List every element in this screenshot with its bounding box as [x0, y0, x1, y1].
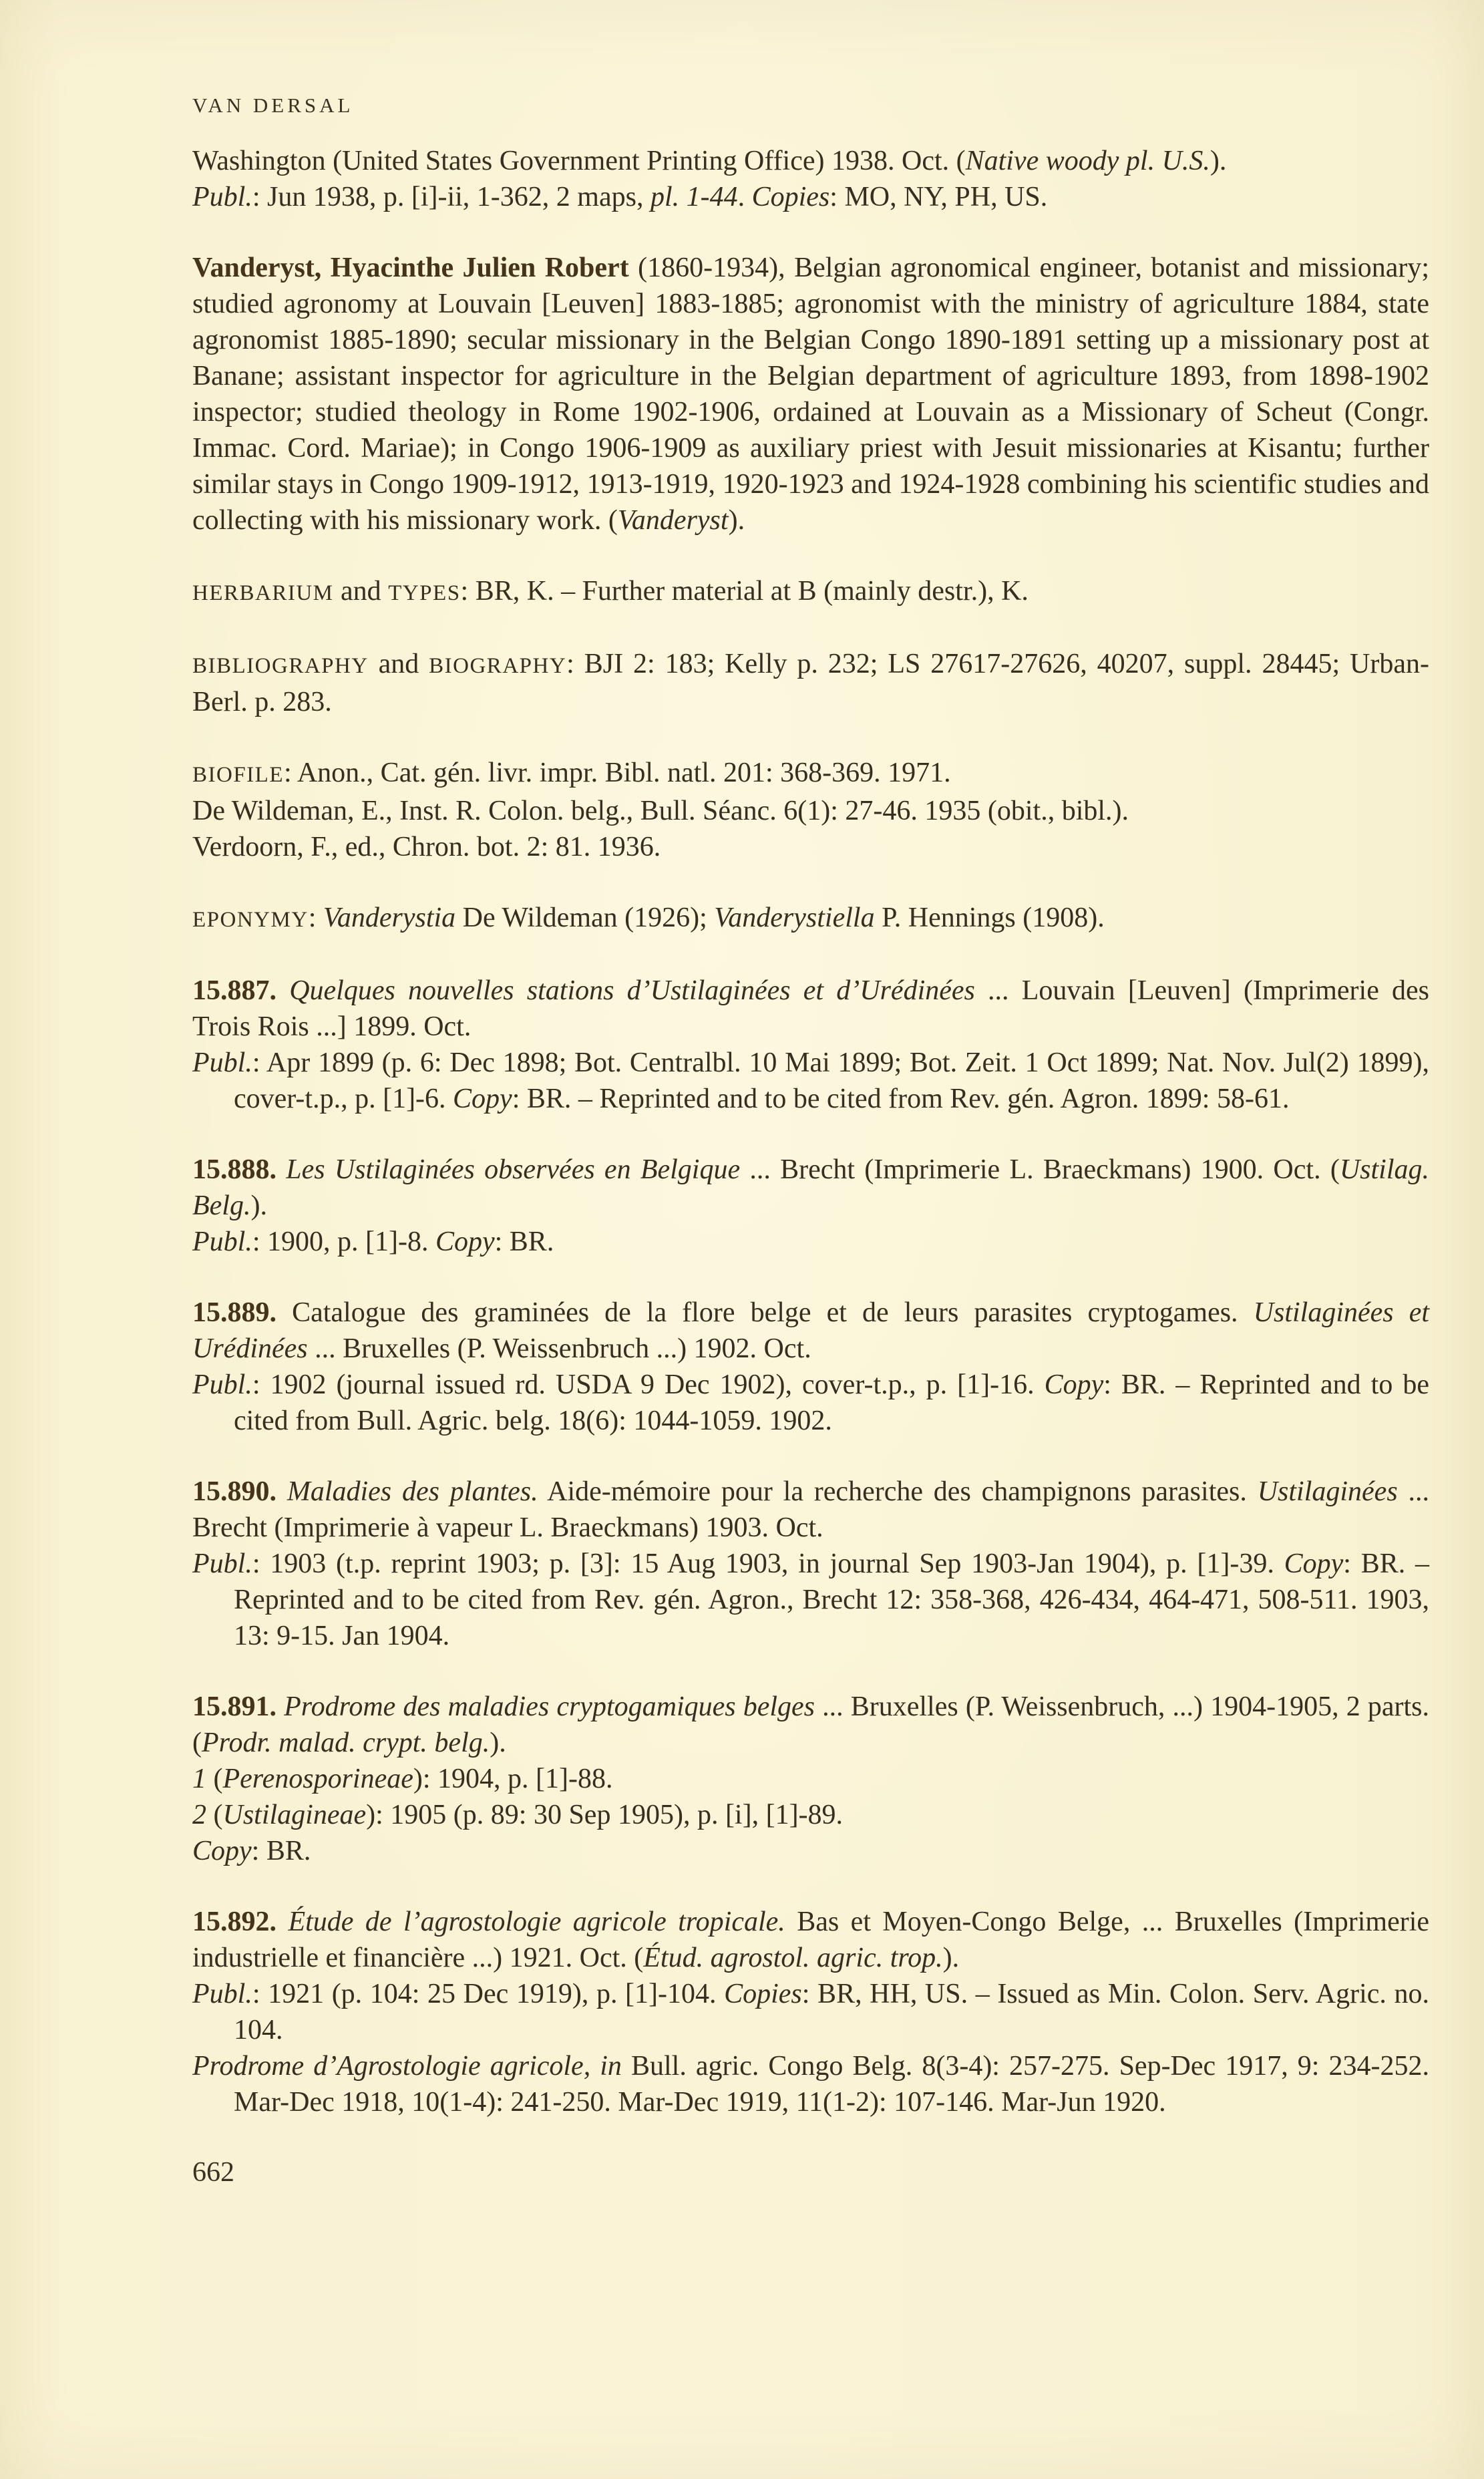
text-segment: : Jun 1938, p. [i]-ii, 1-362, 2 maps, [252, 182, 651, 212]
text-segment: 15.888. [192, 1154, 287, 1185]
text-segment: Copy [435, 1226, 495, 1257]
publication-title [192, 143, 1429, 179]
text-segment: BIOGRAPHY [429, 654, 567, 678]
entry-title [192, 1295, 1429, 1367]
running-head: VAN DERSAL [192, 94, 354, 117]
text-segment: 2 [192, 1800, 206, 1830]
biofile-line [192, 829, 1429, 865]
text-segment: Publ. [192, 1979, 252, 2009]
text-segment: Aide-mémoire pour la recherche des champignons parasites. [538, 1476, 1258, 1507]
copy-line [192, 1833, 1429, 1869]
text-segment: Vanderyst, Hyacinthe Julien Robert [192, 253, 629, 283]
text-segment: Étud. agrostol. agric. trop. [643, 1943, 943, 1973]
publication-details [192, 179, 1429, 215]
text-segment: 15.889. [192, 1297, 293, 1328]
entry-title [192, 1689, 1429, 1761]
text-segment: Prodr. malad. crypt. belg. [202, 1727, 490, 1758]
part-line [192, 1761, 1429, 1797]
text-segment: : BR, K. – Further material at B (mainly destr.), K. [460, 576, 1029, 607]
text-segment: Copies [724, 1979, 802, 2009]
text-segment: TYPES [388, 581, 461, 605]
text-segment: and [333, 576, 389, 607]
text-segment: : [308, 902, 323, 933]
text-segment: ... Louvain [Leuven] (Imprimerie des Trois Rois ...] 1899. Oct. [192, 975, 1430, 1042]
text-segment: ): 1905 (p. 89: 30 Sep 1905), p. [i], [1]-89. [366, 1800, 844, 1830]
text-segment: : BR. – Reprinted and to be cited from Bull. Agric. belg. 18(6): 1044-1059. 1902. [234, 1369, 1429, 1436]
text-segment: Ustilaginées et Urédinées [192, 1297, 1430, 1364]
eponymy [192, 900, 1429, 938]
text-segment: Publ. [192, 1047, 252, 1078]
text-segment: ). [942, 1943, 960, 1973]
text-segment: Vanderyst [617, 505, 729, 536]
text-segment: : 1900, p. [1]-8. [252, 1226, 435, 1257]
text-segment: and [368, 649, 429, 679]
entry-15891 [192, 1689, 1429, 1869]
text-segment: De Wildeman, E., Inst. R. Colon. belg., Bull. Séanc. 6(1): 27-46. 1935 (obit., bibl.). [192, 796, 1129, 826]
entry-15892 [192, 1904, 1429, 2120]
text-segment: 15.890. [192, 1476, 287, 1507]
text-segment: : BR. [251, 1836, 311, 1866]
text-segment: Native woody pl. U.S. [965, 146, 1210, 176]
text-segment: . [737, 182, 752, 212]
text-segment: Publ. [192, 1226, 252, 1257]
herbarium-line [192, 573, 1429, 611]
text-segment: : Apr 1899 (p. 6: Dec 1898; Bot. Centralbl. 10 Mai 1899; Bot. Zeit. 1 Oct 1899; Nat. Nov. Jul(2) 1899), cover-t.p., p. [1]-6. [234, 1047, 1429, 1114]
text-segment: Quelques nouvelles stations d’Ustilaginées et d’Urédinées [289, 975, 975, 1006]
text-segment: Vanderystia [323, 902, 456, 933]
text-segment: : BR. – Reprinted and to be cited from Rev. gén. Agron. 1899: 58-61. [512, 1084, 1290, 1114]
text-segment: ( [206, 1800, 223, 1830]
entry-title [192, 1474, 1429, 1546]
text-segment: Publ. [192, 1369, 252, 1400]
text-segment: Vanderystiella [714, 902, 875, 933]
text-segment: Publ. [192, 182, 252, 212]
text-segment: 15.887. [192, 975, 290, 1006]
text-segment: ). [1210, 146, 1227, 176]
text-segment: : Anon., Cat. gén. livr. impr. Bibl. natl. 201: 368-369. 1971. [284, 758, 951, 788]
entry-15888 [192, 1152, 1429, 1260]
text-segment: HERBARIUM [192, 581, 334, 605]
publication-details [192, 1224, 1429, 1260]
text-segment: : MO, NY, PH, US. [829, 182, 1048, 212]
bibliography-line [192, 646, 1429, 720]
text-segment: ): 1904, p. [1]-88. [413, 1764, 613, 1794]
text-segment: BIOFILE [192, 763, 284, 787]
page-content [192, 143, 1429, 2120]
text-segment: Copy [1284, 1548, 1344, 1579]
text-segment: Ustilag. Belg. [192, 1154, 1429, 1221]
text-segment: ). [728, 505, 745, 536]
text-segment: ... Brecht (Imprimerie L. Braeckmans) 1900. Oct. ( [740, 1154, 1340, 1185]
text-segment: Copy [453, 1084, 512, 1114]
text-segment: Les Ustilaginées observées en Belgique [286, 1154, 741, 1185]
text-segment: : 1921 (p. 104: 25 Dec 1919), p. [1]-104. [252, 1979, 725, 2009]
entry-title [192, 1904, 1429, 1976]
text-segment: Ustilaginées [1257, 1476, 1398, 1507]
entry-15887 [192, 973, 1429, 1117]
publication-details [192, 1367, 1429, 1439]
text-segment: ). [490, 1727, 506, 1758]
text-segment: ... Bruxelles (P. Weissenbruch, ...) 1904-1905, 2 parts. ( [192, 1691, 1430, 1758]
text-segment: Publ. [192, 1548, 252, 1579]
text-segment: ... Bruxelles (P. Weissenbruch ...) 1902. Oct. [307, 1333, 811, 1364]
text-segment: 1 [192, 1764, 206, 1794]
publication-details [192, 1976, 1429, 2048]
van-dersal-publication [192, 143, 1429, 215]
publication-details [192, 1546, 1429, 1654]
page-number: 662 [192, 2157, 234, 2188]
biofile [192, 755, 1429, 865]
bibliography-and-biography [192, 646, 1429, 720]
text-segment: : 1903 (t.p. reprint 1903; p. [3]: 15 Aug 1903, in journal Sep 1903-Jan 1904), p. [1]-39. [252, 1548, 1284, 1579]
text-segment: Maladies des plantes. [287, 1476, 538, 1507]
text-segment: Verdoorn, F., ed., Chron. bot. 2: 81. 1936. [192, 832, 661, 862]
text-segment: Ustilagineae [222, 1800, 367, 1830]
entry-title [192, 973, 1429, 1045]
text-segment: Bull. agric. Congo Belg. 8(3-4): 257-275. Sep-Dec 1917, 9: 234-252. Mar-Dec 1918, 10(1-4): 241-250. Mar-Dec 1919, 11(1-2): 107-146. Mar-Jun 1920. [234, 2051, 1430, 2118]
text-segment: Copy [192, 1836, 252, 1866]
text-segment: EPONYMY [192, 908, 309, 932]
text-segment: ( [206, 1764, 223, 1794]
text-segment: : 1902 (journal issued rd. USDA 9 Dec 1902), cover-t.p., p. [1]-16. [252, 1369, 1045, 1400]
text-segment: : BR. [494, 1226, 554, 1257]
biofile-line [192, 755, 1429, 793]
entry-15890 [192, 1474, 1429, 1654]
text-segment: De Wildeman (1926); [455, 902, 715, 933]
part-line [192, 1797, 1429, 1833]
text-segment: BIBLIOGRAPHY [192, 654, 369, 678]
entry-15889 [192, 1295, 1429, 1439]
text-segment: Catalogue des graminées de la flore belge et de leurs parasites cryptogames. [292, 1297, 1254, 1328]
publication-details [192, 1045, 1429, 1117]
text-segment: Étude de l’agrostologie agricole tropicale. [288, 1907, 785, 1937]
eponymy-line [192, 900, 1429, 938]
text-segment: : BR, HH, US. – Issued as Min. Colon. Serv. Agric. no. 104. [234, 1979, 1429, 2045]
entry-title [192, 1152, 1429, 1224]
text-segment: Perenosporineae [222, 1764, 413, 1794]
text-segment: pl. 1-44 [650, 182, 738, 212]
vanderyst-biography [192, 250, 1429, 538]
text-segment: 15.891. [192, 1691, 285, 1722]
text-segment: : BJI 2: 183; Kelly p. 232; LS 27617-27626, 40207, suppl. 28445; Urban-Berl. p. 283. [192, 649, 1429, 717]
text-segment: Prodrome d’Agrostologie agricole, in [192, 2051, 622, 2082]
related-publication [192, 2048, 1429, 2120]
text-segment: P. Hennings (1908). [874, 902, 1105, 933]
herbarium-and-types [192, 573, 1429, 611]
text-segment: ). [250, 1190, 267, 1221]
text-segment: ... Brecht (Imprimerie à vapeur L. Braeckmans) 1903. Oct. [192, 1476, 1429, 1543]
text-segment: (1860-1934), Belgian agronomical engineer, botanist and missionary; studied agronomy at Louvain [Leuven] 1883-1885; agronomist with the ministry of agriculture 1884, state agronomist 1885-1890; secular missionary in the Belgian Congo 1890-1891 setting up a missionary post at Banane; assistant inspector for agriculture in the Belgian department of agriculture 1893, from 1898-1902 inspector; studied theology in Rome 1902-1906, ordained at Louvain as a Missionary of Scheut (Congr. Immac. Cord. Mariae); in Congo 1906-1909 as auxiliary priest with Jesuit missionaries at Kisantu; further similar stays in Congo 1909-1912, 1913-1919, 1920-1923 and 1924-1928 combining his scientific studies and collecting with his missionary work. ( [192, 253, 1429, 536]
text-segment: Bas et Moyen-Congo Belge, ... Bruxelles (Imprimerie industrielle et financière ...) 1921. Oct. ( [192, 1907, 1430, 1973]
text-segment: Washington (United States Government Printing Office) 1938. Oct. ( [192, 146, 966, 176]
biography-paragraph [192, 250, 1429, 538]
text-segment: : BR. – Reprinted and to be cited from Rev. gén. Agron., Brecht 12: 358-368, 426-434, 464-471, 508-511. 1903, 13: 9-15. Jan 1904. [234, 1548, 1430, 1651]
biofile-line [192, 793, 1429, 829]
text-segment: 15.892. [192, 1907, 289, 1937]
text-segment: Copy [1044, 1369, 1104, 1400]
text-segment: Prodrome des maladies cryptogamiques belges [284, 1691, 815, 1722]
text-segment: Copies [751, 182, 830, 212]
